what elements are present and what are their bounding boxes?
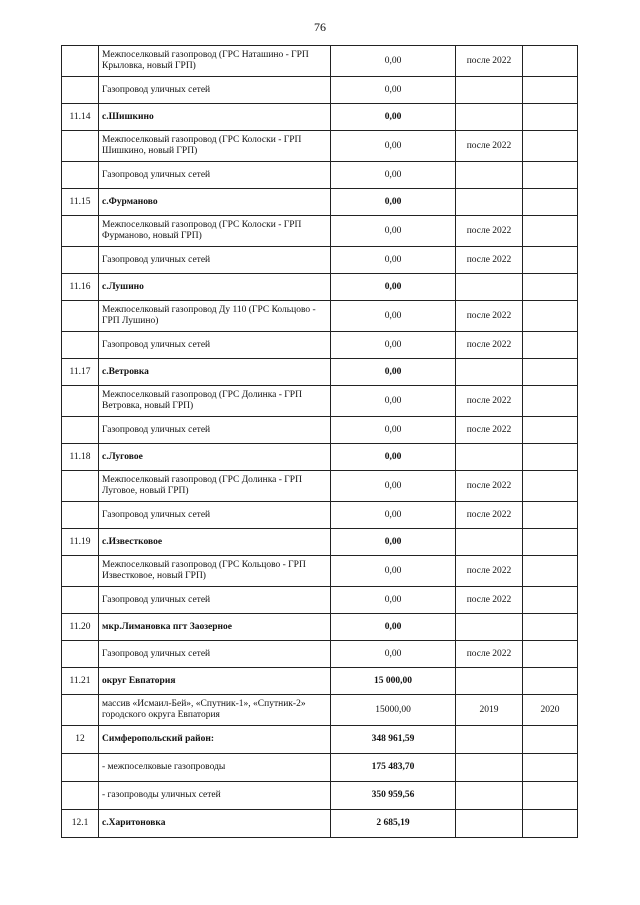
row-name: Межпоселковый газопровод Ду 110 (ГРС Кольцово - ГРП Лушино) [99,301,331,332]
row-amount: 0,00 [331,189,456,216]
row-amount: 0,00 [331,274,456,301]
row-name: Межпоселковый газопровод (ГРС Долинка - ГРП Луговое, новый ГРП) [99,471,331,502]
table-row [62,332,578,359]
row-year-start: 2019 [456,695,523,726]
row-number [62,386,99,417]
row-year-end [523,726,578,754]
row-year-start [456,726,523,754]
row-number: 11.15 [62,189,99,216]
row-number: 12.1 [62,810,99,838]
row-number: 11.17 [62,359,99,386]
row-number [62,754,99,782]
row-year-start [456,274,523,301]
row-name: с.Известковое [99,529,331,556]
table-row [62,247,578,274]
row-name: - газопроводы уличных сетей [99,782,331,810]
row-name: с.Лушино [99,274,331,301]
table-row [62,556,578,587]
row-amount: 0,00 [331,104,456,131]
table-row [62,471,578,502]
row-year-start: после 2022 [456,386,523,417]
row-amount: 0,00 [331,614,456,641]
row-year-start: после 2022 [456,471,523,502]
table-row [62,104,578,131]
row-year-start [456,754,523,782]
table-row [62,782,578,810]
row-amount: 348 961,59 [331,726,456,754]
row-name: с.Харитоновка [99,810,331,838]
row-amount: 0,00 [331,529,456,556]
table-row [62,668,578,695]
row-name: Межпоселковый газопровод (ГРС Колоски - ГРП Фурманово, новый ГРП) [99,216,331,247]
row-name: Газопровод уличных сетей [99,77,331,104]
row-year-start [456,444,523,471]
row-number: 12 [62,726,99,754]
row-amount: 0,00 [331,444,456,471]
row-year-start: после 2022 [456,247,523,274]
row-year-start: после 2022 [456,332,523,359]
row-amount: 0,00 [331,46,456,77]
row-year-end [523,529,578,556]
row-number [62,471,99,502]
row-year-start [456,614,523,641]
table-row [62,131,578,162]
row-year-end [523,587,578,614]
table-row [62,386,578,417]
row-name: округ Евпатория [99,668,331,695]
row-number [62,77,99,104]
row-name: Газопровод уличных сетей [99,587,331,614]
row-name: Межпоселковый газопровод (ГРС Колоски - ГРП Шишкино, новый ГРП) [99,131,331,162]
table-row [62,587,578,614]
row-number [62,587,99,614]
row-year-start [456,810,523,838]
row-year-start [456,359,523,386]
row-year-start: после 2022 [456,641,523,668]
gas-pipeline-table [61,45,578,838]
row-year-end [523,104,578,131]
table-row [62,641,578,668]
row-number [62,502,99,529]
row-number [62,332,99,359]
table-row [62,46,578,77]
row-year-start: после 2022 [456,502,523,529]
row-number: 11.14 [62,104,99,131]
row-amount: 15 000,00 [331,668,456,695]
row-amount: 0,00 [331,386,456,417]
row-number: 11.19 [62,529,99,556]
row-year-end [523,131,578,162]
table-row [62,614,578,641]
row-amount: 0,00 [331,332,456,359]
row-year-end [523,162,578,189]
row-name: с.Луговое [99,444,331,471]
row-year-end [523,77,578,104]
row-amount: 0,00 [331,131,456,162]
row-year-end [523,386,578,417]
row-number: 11.18 [62,444,99,471]
row-number [62,216,99,247]
row-year-start [456,104,523,131]
row-number [62,247,99,274]
row-year-end [523,247,578,274]
table-row [62,77,578,104]
table-row [62,162,578,189]
page-number: 76 [314,20,326,34]
row-year-end [523,614,578,641]
row-amount: 0,00 [331,359,456,386]
row-year-start [456,77,523,104]
row-number [62,695,99,726]
row-name: Газопровод уличных сетей [99,502,331,529]
row-amount: 0,00 [331,556,456,587]
row-name: Газопровод уличных сетей [99,247,331,274]
row-name: - межпоселковые газопроводы [99,754,331,782]
row-year-end [523,471,578,502]
row-amount: 0,00 [331,587,456,614]
row-year-end [523,417,578,444]
row-year-start: после 2022 [456,131,523,162]
table-row [62,695,578,726]
row-amount: 15000,00 [331,695,456,726]
table-row [62,274,578,301]
row-number [62,131,99,162]
row-name: мкр.Лимановка пгт Заозерное [99,614,331,641]
row-year-end [523,301,578,332]
table-row [62,754,578,782]
row-year-end [523,332,578,359]
row-year-end [523,189,578,216]
row-amount: 0,00 [331,162,456,189]
row-year-end [523,754,578,782]
row-year-start: после 2022 [456,216,523,247]
row-name: Межпоселковый газопровод (ГРС Наташино - ГРП Крыловка, новый ГРП) [99,46,331,77]
row-amount: 350 959,56 [331,782,456,810]
row-year-start: после 2022 [456,556,523,587]
row-name: Газопровод уличных сетей [99,332,331,359]
row-name: массив «Исмаил-Бей», «Спутник-1», «Спутник-2» городского округа Евпатория [99,695,331,726]
row-year-start [456,189,523,216]
row-year-start: после 2022 [456,301,523,332]
row-name: с.Фурманово [99,189,331,216]
row-year-end [523,274,578,301]
row-number [62,162,99,189]
row-name: Газопровод уличных сетей [99,162,331,189]
row-name: с.Шишкино [99,104,331,131]
row-year-end [523,46,578,77]
row-amount: 0,00 [331,247,456,274]
row-year-end [523,782,578,810]
row-year-start [456,162,523,189]
table-row [62,502,578,529]
row-year-end [523,216,578,247]
row-number [62,556,99,587]
table-row [62,417,578,444]
row-year-start [456,782,523,810]
table-row [62,444,578,471]
row-year-start [456,668,523,695]
row-amount: 0,00 [331,502,456,529]
table-row [62,529,578,556]
row-year-start: после 2022 [456,46,523,77]
row-year-end [523,668,578,695]
row-amount: 2 685,19 [331,810,456,838]
row-name: Симферопольский район: [99,726,331,754]
row-number [62,46,99,77]
table-row [62,359,578,386]
row-name: Газопровод уличных сетей [99,641,331,668]
row-year-end [523,641,578,668]
row-year-start: после 2022 [456,417,523,444]
row-number [62,301,99,332]
row-name: Газопровод уличных сетей [99,417,331,444]
row-year-end [523,444,578,471]
row-year-end: 2020 [523,695,578,726]
row-amount: 0,00 [331,216,456,247]
row-number [62,782,99,810]
table-row [62,810,578,838]
table-row [62,726,578,754]
row-year-end [523,810,578,838]
row-amount: 0,00 [331,417,456,444]
row-number: 11.21 [62,668,99,695]
row-amount: 0,00 [331,301,456,332]
row-name: Межпоселковый газопровод (ГРС Кольцово - ГРП Известковое, новый ГРП) [99,556,331,587]
row-number: 11.16 [62,274,99,301]
row-number: 11.20 [62,614,99,641]
row-amount: 0,00 [331,77,456,104]
row-year-start [456,529,523,556]
row-year-end [523,556,578,587]
row-name: Межпоселковый газопровод (ГРС Долинка - ГРП Ветровка, новый ГРП) [99,386,331,417]
row-year-end [523,359,578,386]
table-row [62,301,578,332]
row-year-end [523,502,578,529]
row-number [62,641,99,668]
row-year-start: после 2022 [456,587,523,614]
row-amount: 175 483,70 [331,754,456,782]
row-amount: 0,00 [331,641,456,668]
row-amount: 0,00 [331,471,456,502]
row-name: с.Ветровка [99,359,331,386]
row-number [62,417,99,444]
table-row [62,189,578,216]
table-row [62,216,578,247]
